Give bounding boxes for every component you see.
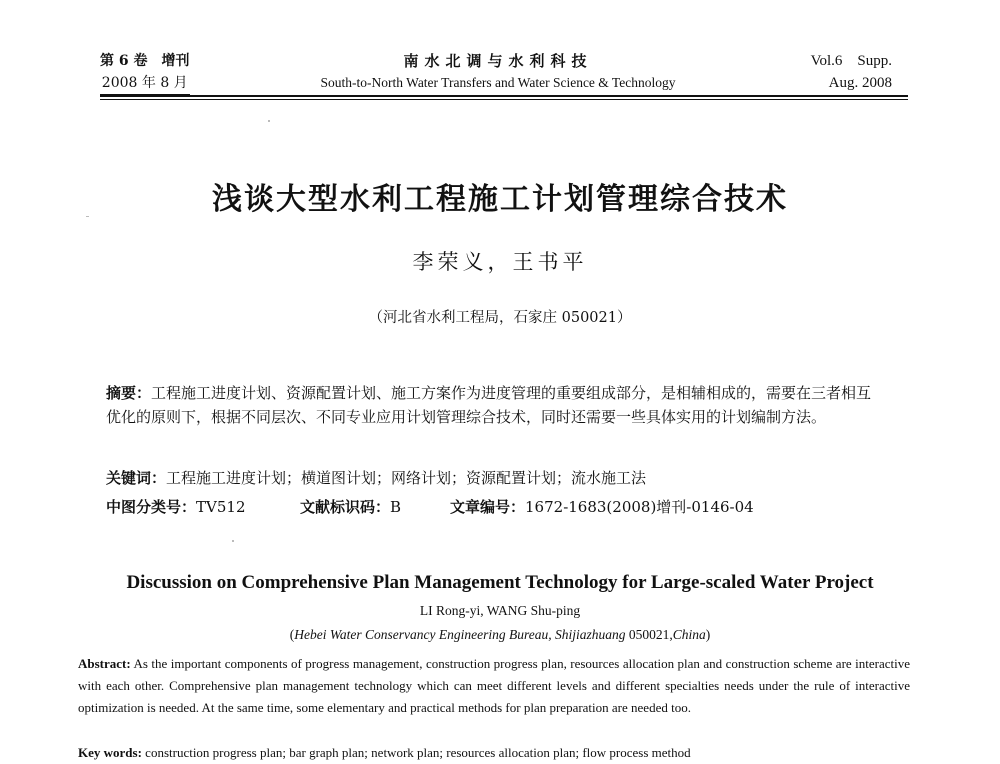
keywords-label-en: Key words:	[78, 745, 142, 760]
affiliation-en-institution: Hebei Water Conservancy Engineering Bureau, Shijiazhuang	[294, 627, 626, 642]
article-no-field	[450, 495, 754, 519]
journal-header	[78, 46, 910, 96]
article-no-label: 文章编号：	[450, 498, 526, 516]
keywords-text-cn: 工程施工进度计划；横道图计划；网络计划；资源配置计划；流水施工法	[166, 469, 647, 487]
article-no-value: 1672-1683(2008)增刊-0146-04	[525, 498, 754, 516]
abstract-text-en: As the important components of progress management, construction progress plan, resources allocation plan and construction scheme are interactive with each other. Comprehensive plan management technology which can meet different levels and different specialties needs under the rule of interactive optimization is needed. At the same time, some elementary and practical methods for plan preparation are needed too.	[78, 656, 910, 715]
authors-en: LI Rong-yi, WANG Shu-ping	[419, 603, 581, 618]
abstract-en	[78, 653, 910, 719]
affiliation-en-postcode: 050021,	[625, 627, 673, 642]
scan-speck	[232, 540, 234, 542]
abstract-label-en: Abstract:	[78, 656, 131, 671]
affiliation-en-country: China	[672, 627, 706, 642]
clc-value: TV512	[196, 498, 246, 516]
affiliation-en-open: (	[289, 627, 295, 642]
keywords-cn	[106, 466, 886, 490]
header-volume-cn: 第 6 卷 增刊	[100, 53, 190, 69]
header-rule-thick	[100, 95, 908, 97]
clc-field	[106, 498, 245, 516]
header-date-en: Aug. 2008	[828, 75, 892, 91]
classification-row	[106, 495, 886, 519]
affiliation-en	[0, 627, 1000, 643]
header-center	[278, 50, 718, 94]
authors-cn: 李荣义，王书平	[412, 250, 588, 274]
keywords-en	[78, 742, 910, 764]
abstract-cn	[106, 381, 886, 429]
clc-label: 中图分类号：	[106, 498, 197, 516]
abstract-label-cn: 摘要：	[106, 384, 152, 402]
header-volume-en: Vol.6 Supp.	[810, 53, 892, 69]
article-title-cn: 浅谈大型水利工程施工计划管理综合技术	[212, 182, 788, 217]
doc-code-field	[300, 495, 401, 519]
header-left	[100, 50, 190, 95]
affiliation-cn: （河北省水利工程局，石家庄 050021）	[368, 310, 632, 326]
affiliation-en-close: )	[705, 627, 711, 642]
doc-code-label: 文献标识码：	[300, 498, 391, 516]
header-rule-thin	[100, 99, 908, 100]
doc-code-value: B	[390, 498, 402, 516]
keywords-text-en: construction progress plan; bar graph plan; network plan; resources allocation plan; flow process method	[145, 745, 691, 760]
keywords-label-cn: 关键词：	[106, 469, 167, 487]
journal-name-en: South-to-North Water Transfers and Water Science & Technology	[320, 75, 676, 90]
header-date-cn: 2008 年 8 月	[100, 72, 190, 95]
journal-name-cn: 南水北调与水利科技	[403, 52, 593, 70]
scan-speck	[268, 120, 270, 122]
article-title-en: Discussion on Comprehensive Plan Management Technology for Large-scaled Water Project	[126, 572, 874, 593]
header-right	[811, 50, 892, 94]
abstract-text-cn: 工程施工进度计划、资源配置计划、施工方案作为进度管理的重要组成部分，是相辅相成的，需要在三者相互优化的原则下，根据不同层次、不同专业应用计划管理综合技术，同时还需要一些具体实用的计划编制方法。	[106, 384, 872, 426]
